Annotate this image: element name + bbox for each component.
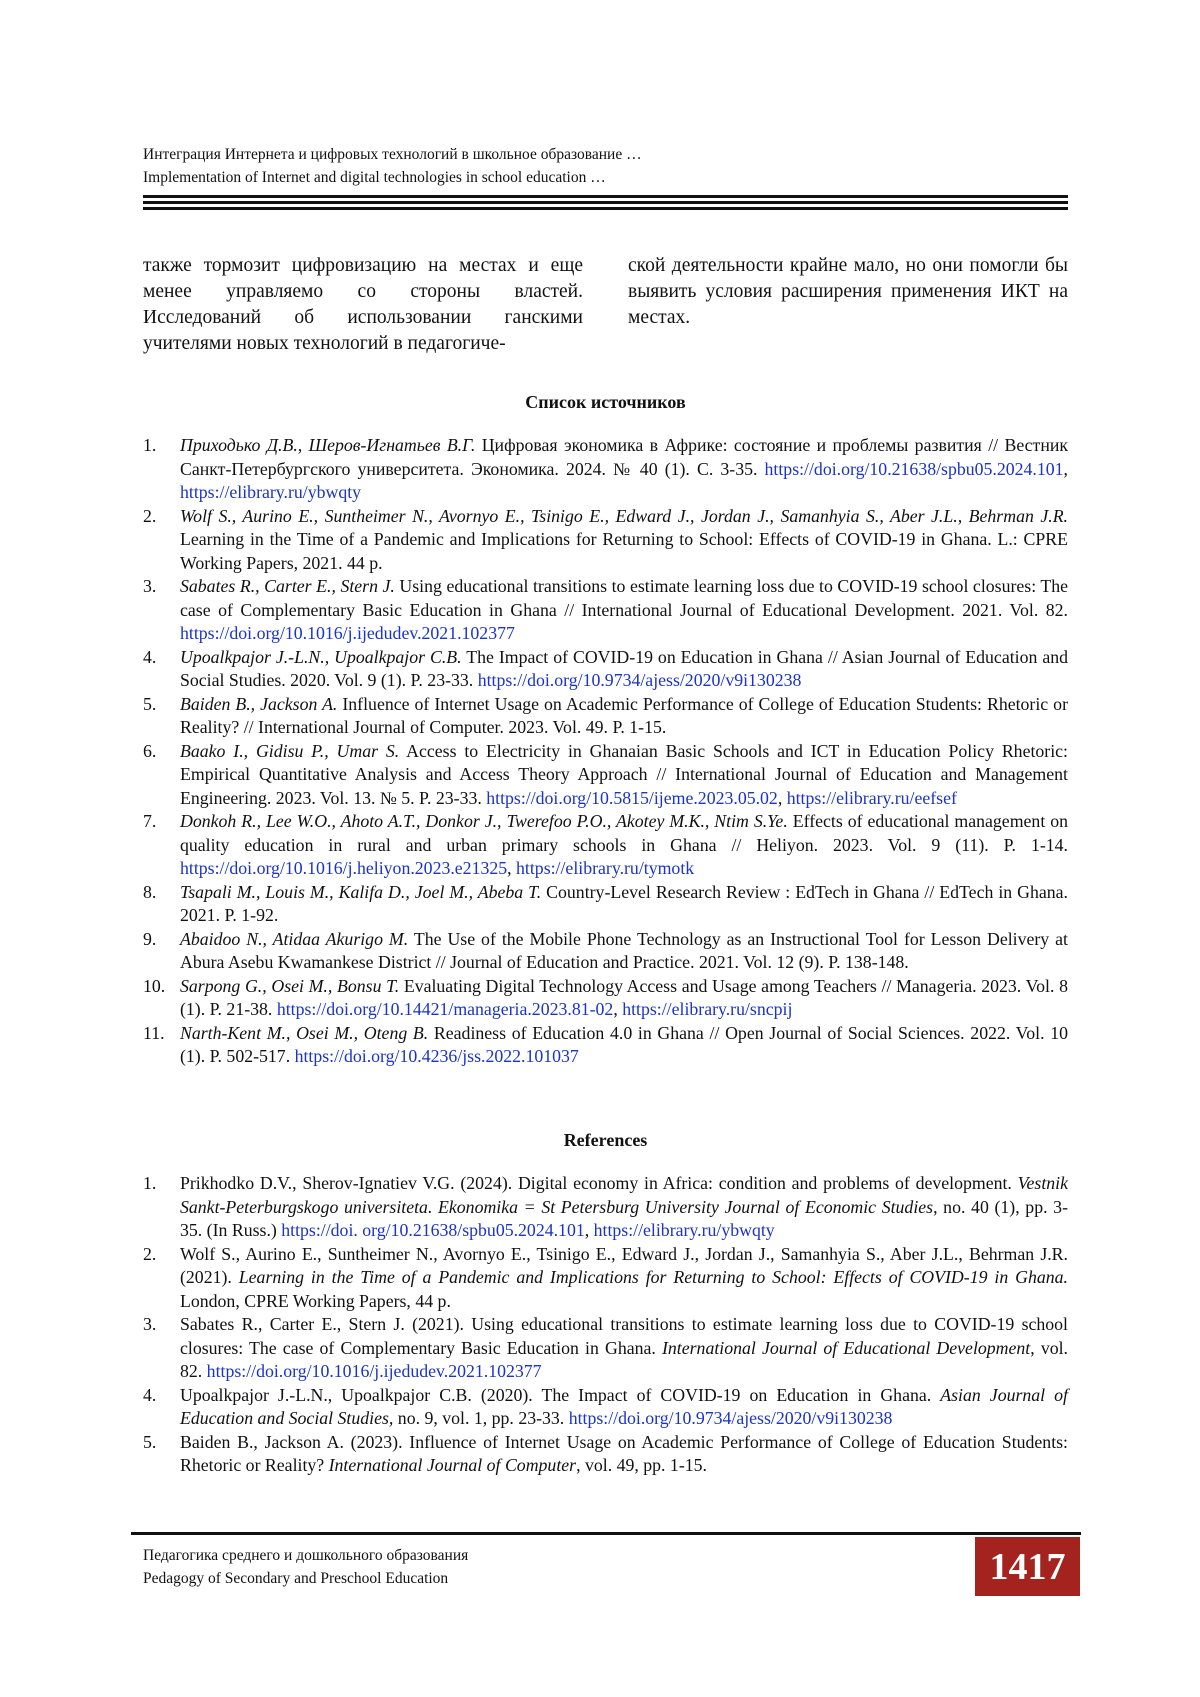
item-number: 3. [143,575,180,646]
sources-list [143,434,1068,1069]
item-number: 5. [143,693,180,740]
source-item [143,575,1068,646]
item-details: , vol. 82. [180,1338,1068,1382]
item-authors: Tsapali M., Louis M., Kalifa D., Joel M., Abeba T. [180,882,541,902]
reference-item [143,1384,1068,1431]
footer-journal-ru: Педагогика среднего и дошкольного образования [143,1544,468,1567]
item-number: 11. [143,1022,180,1069]
item-journal: Learning in the Time of a Pandemic and Implications for Returning to School: Effects of COVID-19 in Ghana. [239,1267,1068,1287]
doi-link[interactable]: https://doi.org/10.9734/ajess/2020/v9i130238 [569,1408,893,1428]
item-number: 4. [143,646,180,693]
item-citation: Access to Electricity in Ghanaian Basic Schools and ICT in Education Policy Rhetoric: Empirical Quantitative Analysis and Access Theory Approach // International Journal of Education and Management Engineering. 2023. Vol. 13. № 5. P. 23-33. [180,741,1068,808]
item-details: no. 9, vol. 1, pp. 23-33. [393,1408,568,1428]
sources-heading: Список источников [143,392,1068,413]
elibrary-link[interactable]: https://elibrary.ru/sncpij [622,999,792,1019]
item-number: 10. [143,975,180,1022]
source-item [143,693,1068,740]
item-authors: Baako I., Gidisu P., Umar S. [180,741,399,761]
item-text [180,505,1068,576]
item-text [180,1313,1068,1384]
item-authors: Приходько Д.В., Шеров-Игнатьев В.Г. [180,435,475,455]
body-column-right: ской деятельности крайне мало, но они помогли бы выявить условия расширения применения ИКТ на местах. [628,253,1068,357]
item-text [180,975,1068,1022]
item-journal: Asian Journal of Education and Social Studies, [180,1385,1068,1429]
separator: , [613,999,622,1019]
footer-journal-en: Pedagogy of Secondary and Preschool Education [143,1567,468,1590]
item-authors: Donkoh R., Lee W.O., Ahoto A.T., Donkor J., Twerefoo P.O., Akotey M.K., Ntim S.Ye. [180,811,788,831]
item-text [180,810,1068,881]
item-number: 9. [143,928,180,975]
item-details: , no. 40 (1), pp. 3-35. (In Russ.) [180,1197,1068,1241]
item-number: 8. [143,881,180,928]
item-number: 4. [143,1384,180,1431]
item-number: 6. [143,740,180,811]
doi-link[interactable]: https://doi.org/10.9734/ajess/2020/v9i130238 [478,670,802,690]
source-item [143,975,1068,1022]
item-number: 2. [143,1243,180,1314]
references-list [143,1172,1068,1478]
item-authors: Upoalkpajor J.-L.N., Upoalkpajor C.B. [180,647,462,667]
item-number: 2. [143,505,180,576]
separator: , [585,1220,594,1240]
references-heading: References [143,1130,1068,1151]
item-authors-title: Upoalkpajor J.-L.N., Upoalkpajor C.B. (2020). The Impact of COVID-19 on Education in Ghana. [180,1385,940,1405]
body-text [143,253,1068,357]
item-authors-title: Baiden B., Jackson A. (2023). Influence of Internet Usage on Academic Performance of College of Education Students: Rhetoric or Reality? [180,1432,1068,1476]
source-item [143,505,1068,576]
footer-divider [131,1532,1081,1535]
item-journal: Vestnik Sankt-Peterburgskogo universiteta. Ekonomika = St Petersburg University Journal of Economic Studies [180,1173,1068,1217]
item-number: 5. [143,1431,180,1478]
item-details: , vol. 49, pp. 1-15. [576,1455,707,1475]
source-item [143,740,1068,811]
separator: , [507,858,516,878]
item-authors: Baiden B., Jackson A. [180,694,337,714]
item-authors: Sarpong G., Osei M., Bonsu T. [180,976,399,996]
doi-link[interactable]: https://doi.org/10.1016/j.ijedudev.2021.102377 [180,623,515,643]
running-header [143,143,1068,189]
item-authors-title: Sabates R., Carter E., Stern J. (2021). Using educational transitions to estimate learning loss due to COVID-19 school closures: The case of Complementary Basic Education in Ghana. [180,1314,1068,1358]
item-citation: Using educational transitions to estimate learning loss due to COVID-19 school closures: The case of Complementary Basic Education in Ghana // International Journal of Educational Development. 2021. Vol. 82. [180,576,1068,620]
source-item [143,434,1068,505]
item-citation: Readiness of Education 4.0 in Ghana // Open Journal of Social Sciences. 2022. Vol. 10 (1). P. 502-517. [180,1023,1068,1067]
item-citation: The Impact of COVID-19 on Education in Ghana // Asian Journal of Education and Social Studies. 2020. Vol. 9 (1). P. 23-33. [180,647,1068,691]
reference-item [143,1172,1068,1243]
item-text [180,646,1068,693]
running-footer [143,1544,468,1590]
reference-item [143,1313,1068,1384]
item-citation: Effects of educational management on quality education in rural and urban primary schools in Ghana // Heliyon. 2023. Vol. 9 (11). P. 1-14. [180,811,1068,855]
item-text [180,1172,1068,1243]
reference-item [143,1243,1068,1314]
doi-link[interactable]: https://doi.org/10.5815/ijeme.2023.05.02 [486,788,778,808]
header-title-ru: Интеграция Интернета и цифровых технологий в школьное образование … [143,143,1068,166]
doi-link[interactable]: https://doi.org/10.4236/jss.2022.101037 [295,1046,579,1066]
item-text [180,1431,1068,1478]
body-column-left: также тормозит цифровизацию на местах и еще менее управляемо со стороны властей. Исследований об использовании ганскими учителями новых технологий в педагогиче- [143,253,583,357]
item-number: 7. [143,810,180,881]
doi-link[interactable]: https://doi.org/10.14421/manageria.2023.81-02 [277,999,614,1019]
reference-item [143,1431,1068,1478]
elibrary-link[interactable]: https://elibrary.ru/eefsef [787,788,957,808]
header-title-en: Implementation of Internet and digital technologies in school education … [143,166,1068,189]
page-number: 1417 [975,1537,1080,1596]
doi-link[interactable]: https://doi.org/10.1016/j.ijedudev.2021.102377 [207,1361,542,1381]
item-text [180,1243,1068,1314]
separator: , [778,788,787,808]
item-citation: Learning in the Time of a Pandemic and Implications for Returning to School: Effects of COVID-19 in Ghana. L.: CPRE Working Papers, 2021. 44 p. [180,529,1068,573]
source-item [143,928,1068,975]
item-citation: The Use of the Mobile Phone Technology as an Instructional Tool for Lesson Delivery at Abura Asebu Kwamankese District // Journal of Education and Practice. 2021. Vol. 12 (9). P. 138-148. [180,929,1068,973]
item-text [180,575,1068,646]
elibrary-link[interactable]: https://elibrary.ru/ybwqty [180,482,361,502]
item-text [180,928,1068,975]
item-authors-title: Wolf S., Aurino E., Suntheimer N., Avornyo E., Tsinigo E., Edward J., Jordan J., Samanhyia S., Aber J.L., Behrman J.R. (2021). [180,1244,1068,1288]
item-authors: Narth-Kent M., Osei M., Oteng B. [180,1023,428,1043]
item-text [180,881,1068,928]
item-text [180,434,1068,505]
item-details: London, CPRE Working Papers, 44 p. [180,1291,451,1311]
doi-link[interactable]: https://doi. org/10.21638/spbu05.2024.101 [281,1220,584,1240]
item-citation: Country-Level Research Review : EdTech in Ghana // EdTech in Ghana. 2021. P. 1-92. [180,882,1068,926]
item-citation: Influence of Internet Usage on Academic Performance of College of Education Students: Rhetoric or Reality? // International Journal of Computer. 2023. Vol. 49. P. 1-15. [180,694,1068,738]
source-item [143,810,1068,881]
item-text [180,740,1068,811]
item-authors: Sabates R., Carter E., Stern J. [180,576,395,596]
item-citation: Цифровая экономика в Африке: состояние и проблемы развития // Вестник Санкт-Петербургского университета. Экономика. 2024. № 40 (1). С. 3-35. [180,435,1068,479]
header-divider [143,195,1068,210]
elibrary-link[interactable]: https://elibrary.ru/tymotk [516,858,694,878]
source-item [143,881,1068,928]
source-item [143,1022,1068,1069]
item-authors-title: Prikhodko D.V., Sherov-Ignatiev V.G. (2024). Digital economy in Africa: condition and problems of development. [180,1173,1018,1193]
item-journal: International Journal of Educational Development [662,1338,1030,1358]
item-text [180,693,1068,740]
item-text [180,1022,1068,1069]
item-number: 1. [143,1172,180,1243]
item-authors: Wolf S., Aurino E., Suntheimer N., Avornyo E., Tsinigo E., Edward J., Jordan J., Samanhyia S., Aber J.L., Behrman J.R. [180,506,1068,526]
item-authors: Abaidoo N., Atidaa Akurigo M. [180,929,408,949]
source-item [143,646,1068,693]
item-journal: International Journal of Computer [329,1455,576,1475]
item-number: 3. [143,1313,180,1384]
elibrary-link[interactable]: https://elibrary.ru/ybwqty [594,1220,775,1240]
item-text [180,1384,1068,1431]
separator: , [1064,459,1068,479]
doi-link[interactable]: https://doi.org/10.1016/j.heliyon.2023.e21325 [180,858,507,878]
item-citation: Evaluating Digital Technology Access and Usage among Teachers // Manageria. 2023. Vol. 8 (1). P. 21-38. [180,976,1068,1020]
item-number: 1. [143,434,180,505]
doi-link[interactable]: https://doi.org/10.21638/spbu05.2024.101 [765,459,1064,479]
